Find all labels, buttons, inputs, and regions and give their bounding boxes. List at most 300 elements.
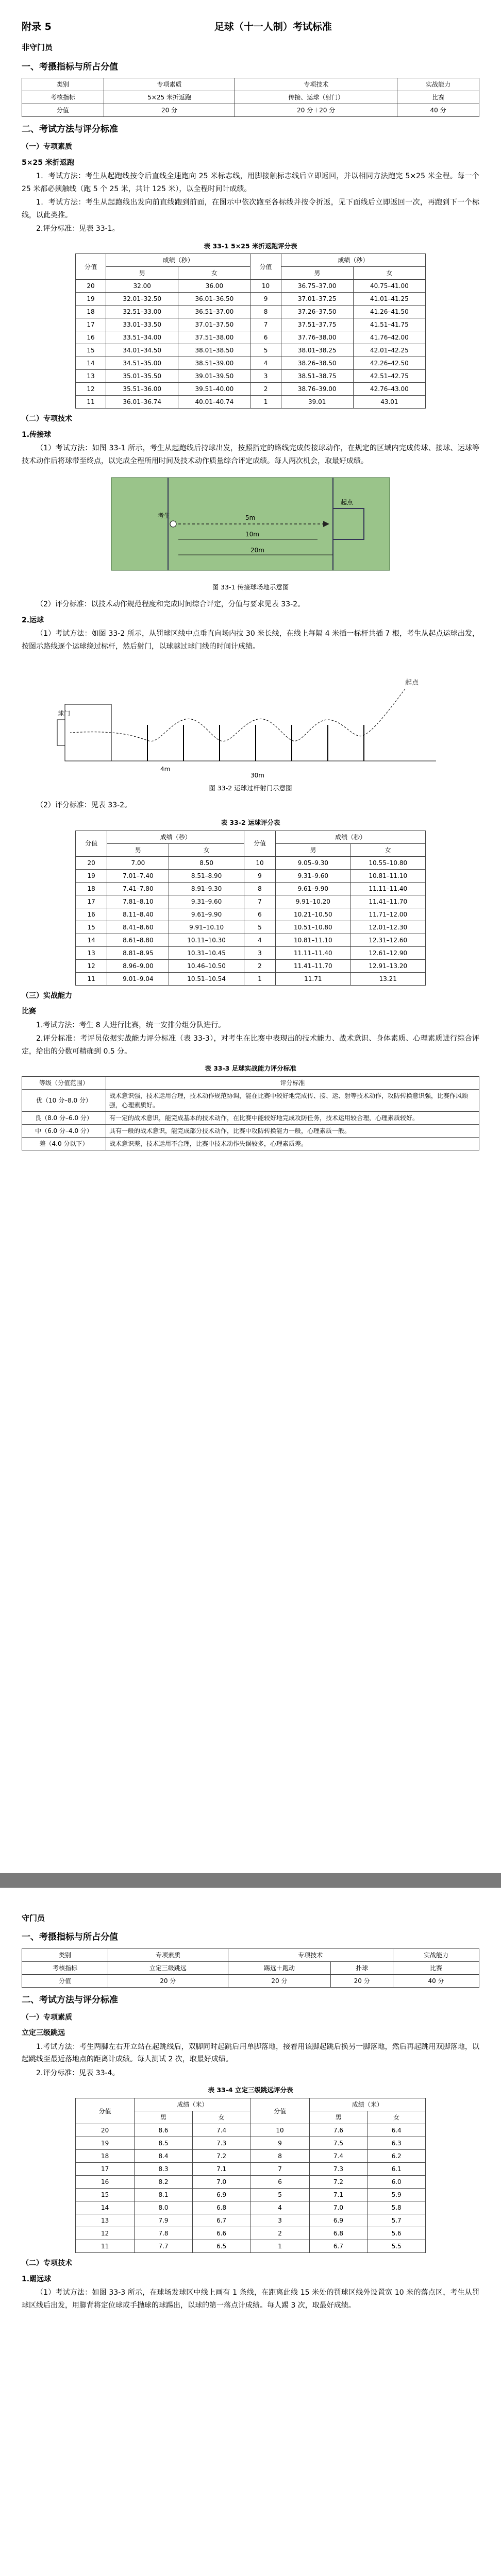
table-cell: 8.11–8.40 [107, 908, 169, 921]
table-cell: 3 [250, 2214, 309, 2227]
table-row [76, 934, 426, 946]
table-cell: 6.6 [192, 2227, 250, 2240]
subsection-title: （三）实战能力 [22, 991, 72, 1000]
table-cell: 1 [250, 2240, 309, 2253]
table-cell: 男 [276, 843, 350, 856]
table-cell: 6.9 [309, 2214, 368, 2227]
table-cell: 13 [76, 370, 106, 383]
table-cell: 分值 [244, 831, 275, 856]
table-cell: 41.51–41.75 [353, 318, 425, 331]
table-header-row [76, 831, 426, 843]
table-cell: 42.01–42.25 [353, 344, 425, 357]
paragraph: 1.考试方法：考生两脚左右开立站在起跳线后，双脚同时起跳后用单脚落地，接着用该脚起跳后换另一脚落地，然后再起跳用双脚落地，以起跳线至最近落地点的距离计成绩。每人测试 2 次，取最好成绩。 [22, 2042, 479, 2064]
table-cell: 19 [76, 293, 106, 306]
table-cell: 18 [76, 2150, 135, 2163]
table-cell: 6.4 [368, 2124, 426, 2137]
page-gap [0, 1873, 501, 1888]
paragraph: 1.考试方法：考生 8 人进行比赛，统一安排分组分队进行。 [36, 1021, 226, 1029]
table-cell: 8.96–9.00 [107, 959, 169, 972]
table-header-row [76, 2098, 426, 2111]
table-cell: 女 [353, 267, 425, 280]
table-caption: 表 33-4 立定三级跳远评分表 [208, 2086, 293, 2094]
paragraph: （2）评分标准：见表 33-2。 [36, 801, 132, 810]
table-row [22, 1137, 479, 1150]
table-cell: 13 [76, 946, 107, 959]
table-cell: 成绩（秒） [276, 831, 426, 843]
item-title: 立定三级跳远 [22, 2029, 65, 2038]
table-cell: 专项素质 [104, 78, 235, 91]
table-cell: 5.9 [368, 2189, 426, 2201]
table-row [76, 946, 426, 959]
item-title: 5×25 米折返跑 [22, 158, 74, 167]
table-cell: 成绩（米） [135, 2098, 250, 2111]
diagram-label: 起点 [405, 679, 419, 687]
table-cell: 18 [76, 882, 107, 895]
table-cell: 6 [244, 908, 275, 921]
table-cell: 踢远＋跑动 [228, 1962, 331, 1975]
table-cell: 33.51–34.00 [106, 331, 178, 344]
table-cell: 10.31–10.45 [169, 946, 244, 959]
table-cell: 8.91–9.30 [169, 882, 244, 895]
table-cell: 9.31–9.60 [169, 895, 244, 908]
table-cell: 类别 [22, 78, 104, 91]
table-cell: 5.8 [368, 2201, 426, 2214]
table-cell: 11.71 [276, 972, 350, 985]
goal [57, 720, 65, 745]
table-cell: 9.61–9.90 [169, 908, 244, 921]
table-cell: 7.01–7.40 [107, 869, 169, 882]
table-cell: 16 [76, 331, 106, 344]
appendix-label: 附录 5 [22, 21, 52, 32]
score-table-5x25 [75, 253, 426, 409]
table-row [22, 78, 479, 91]
table-cell: 6.1 [368, 2163, 426, 2176]
table-cell: 7.9 [135, 2214, 193, 2227]
table-cell: 7.8 [135, 2227, 193, 2240]
table-cell: 分值 [250, 2098, 309, 2124]
table-row [76, 882, 426, 895]
table-cell: 8 [244, 882, 275, 895]
table-cell: 8.2 [135, 2176, 193, 2189]
table-cell: 9.61–9.90 [276, 882, 350, 895]
table-cell: 7 [250, 318, 281, 331]
table-cell: 女 [169, 843, 244, 856]
table-cell: 20 分 [228, 1975, 331, 1988]
score-table-dribble [75, 831, 426, 986]
table-row [22, 1949, 479, 1962]
table-cell: 6.5 [192, 2240, 250, 2253]
table-cell: 38.01–38.50 [178, 344, 250, 357]
table-cell: 男 [106, 267, 178, 280]
table-cell: 11.41–11.70 [276, 959, 350, 972]
table-cell: 19 [76, 2137, 135, 2150]
table-cell: 14 [76, 357, 106, 370]
table-cell: 4 [250, 357, 281, 370]
table-cell: 5 [250, 344, 281, 357]
table-row [76, 921, 426, 934]
table-row [76, 2176, 426, 2189]
table-cell: 37.01–37.25 [281, 293, 353, 306]
table-cell: 考核指标 [22, 91, 104, 104]
table-cell: 实战能力 [393, 1949, 479, 1962]
table-row [76, 344, 426, 357]
page-header [22, 19, 479, 36]
table-cell: 42.76–43.00 [353, 383, 425, 396]
table-cell: 39.01–39.50 [178, 370, 250, 383]
table-row [76, 856, 426, 869]
table-cell: 分值 [22, 104, 104, 117]
table-cell: 5×25 米折返跑 [104, 91, 235, 104]
table-row [76, 357, 426, 370]
diagram-label: 10m [245, 531, 259, 538]
table-cell: 12.91–13.20 [350, 959, 425, 972]
player-marker [170, 521, 176, 527]
table-cell: 男 [309, 2111, 368, 2124]
diagram-label: 30m [250, 772, 264, 779]
table-cell: 10.46–10.50 [169, 959, 244, 972]
table-cell: 成绩（秒） [281, 254, 425, 267]
diagram-label: 起点 [341, 499, 354, 506]
table-cell: 16 [76, 908, 107, 921]
table-cell: 战术意识强，技术运用合理，技术动作规范协调，能在比赛中较好地完成传、接、运、射等技术动作，攻防转换意识强，比赛作风顽强，心理素质好。 [106, 1089, 479, 1111]
table-row [76, 2189, 426, 2201]
table-cell: 2 [244, 959, 275, 972]
table-cell: 7.2 [192, 2150, 250, 2163]
table-cell: 35.01–35.50 [106, 370, 178, 383]
table-cell: 10.11–10.30 [169, 934, 244, 946]
diagram-label: 球门 [58, 710, 71, 718]
table-cell: 38.51–39.00 [178, 357, 250, 370]
score-table [22, 78, 479, 117]
table-cell: 9.91–10.10 [169, 921, 244, 934]
table-cell: 20 分 [331, 1975, 393, 1988]
table-cell: 7.5 [309, 2137, 368, 2150]
table-cell: 6.2 [368, 2150, 426, 2163]
table-cell: 18 [76, 306, 106, 318]
item-title: 1.传接球 [22, 430, 52, 439]
table-cell: 9 [244, 869, 275, 882]
table-cell: 7.1 [192, 2163, 250, 2176]
table-cell: 19 [76, 869, 107, 882]
table-cell: 17 [76, 318, 106, 331]
table-cell: 11 [76, 396, 106, 409]
table-cell: 6.0 [368, 2176, 426, 2189]
table-cell: 40.01–40.74 [178, 396, 250, 409]
table-cell: 33.01–33.50 [106, 318, 178, 331]
table-cell: 32.51–33.00 [106, 306, 178, 318]
document-page-2 [0, 1888, 501, 2576]
table-cell: 11.11–11.40 [276, 946, 350, 959]
table-row [76, 318, 426, 331]
table-cell: 13.21 [350, 972, 425, 985]
table-cell: 7.0 [192, 2176, 250, 2189]
table-cell: 成绩（秒） [107, 831, 244, 843]
table-cell: 8.3 [135, 2163, 193, 2176]
table-cell: 34.01–34.50 [106, 344, 178, 357]
table-cell: 6 [250, 2176, 309, 2189]
table-caption: 表 33-2 运球评分表 [221, 818, 280, 826]
table-cell: 35.51–36.00 [106, 383, 178, 396]
table-cell: 5.7 [368, 2214, 426, 2227]
table-cell: 36.01–36.74 [106, 396, 178, 409]
page-title: 足球（十一人制）考试标准 [214, 21, 332, 32]
item-title: 2.运球 [22, 616, 44, 624]
table-cell: 6.9 [192, 2189, 250, 2201]
table-row [22, 1975, 479, 1988]
table-cell: 女 [178, 267, 250, 280]
table-cell: 7.1 [309, 2189, 368, 2201]
diagram-label: 5m [245, 514, 256, 522]
paragraph: 2.评分标准：见表 33-4。 [36, 2069, 120, 2077]
section-title: 二、考试方法与评分标准 [22, 124, 118, 135]
table-cell: 42.51–42.75 [353, 370, 425, 383]
table-cell: 分值 [22, 1975, 108, 1988]
table-cell: 36.75–37.00 [281, 280, 353, 293]
table-row [76, 331, 426, 344]
table-cell: 20 分 [104, 104, 235, 117]
table-row [76, 383, 426, 396]
table-cell: 7.00 [107, 856, 169, 869]
dribble-diagram [55, 658, 446, 782]
table-cell: 9.01–9.04 [107, 972, 169, 985]
table-cell: 36.00 [178, 280, 250, 293]
table-cell: 9 [250, 293, 281, 306]
table-cell: 2 [250, 2227, 309, 2240]
table-cell: 15 [76, 2189, 135, 2201]
score-table [22, 1948, 479, 1988]
table-cell: 20 分＋20 分 [235, 104, 397, 117]
table-cell: 女 [368, 2111, 426, 2124]
table-cell: 7.41–7.80 [107, 882, 169, 895]
table-cell: 11.41–11.70 [350, 895, 425, 908]
table-row [76, 2150, 426, 2163]
table-cell: 类别 [22, 1949, 108, 1962]
table-cell: 43.01 [353, 396, 425, 409]
table-cell: 37.76–38.00 [281, 331, 353, 344]
pass-field-diagram [106, 472, 395, 581]
table-cell: 11 [76, 2240, 135, 2253]
table-cell: 8.6 [135, 2124, 193, 2137]
table-cell: 13 [76, 2214, 135, 2227]
table-row [22, 1962, 479, 1975]
table-cell: 37.51–37.75 [281, 318, 353, 331]
table-cell: 41.01–41.25 [353, 293, 425, 306]
table-cell: 12 [76, 959, 107, 972]
table-cell: 实战能力 [397, 78, 479, 91]
table-cell: 4 [244, 934, 275, 946]
table-cell: 38.26–38.50 [281, 357, 353, 370]
table-cell: 等级（分值范围） [22, 1076, 106, 1089]
table-cell: 扑球 [331, 1962, 393, 1975]
table-cell: 有一定的战术意识，能完成基本的技术动作，在比赛中能较好地完成攻防任务，技术运用较合理，心理素质较好。 [106, 1111, 479, 1124]
table-cell: 8 [250, 306, 281, 318]
table-cell: 立定三级跳远 [108, 1962, 228, 1975]
table-cell: 36.51–37.00 [178, 306, 250, 318]
diagram-label: 4m [160, 766, 171, 773]
table-row [76, 2214, 426, 2227]
table-cell: 40 分 [393, 1975, 479, 1988]
table-cell: 7.81–8.10 [107, 895, 169, 908]
table-row [22, 91, 479, 104]
table-cell: 42.26–42.50 [353, 357, 425, 370]
table-row [22, 104, 479, 117]
table-cell: 37.01–37.50 [178, 318, 250, 331]
table-row [76, 293, 426, 306]
section-title: 二、考试方法与评分标准 [22, 1995, 118, 2005]
table-cell: 优（10 分–8.0 分） [22, 1089, 106, 1111]
table-cell: 41.76–42.00 [353, 331, 425, 344]
table-cell: 男 [135, 2111, 193, 2124]
table-header-row [76, 254, 426, 267]
subsection-title: （二）专项技术 [22, 415, 72, 423]
table-cell: 7.4 [309, 2150, 368, 2163]
table-cell: 7.4 [192, 2124, 250, 2137]
score-table-jump [75, 2098, 426, 2253]
table-row [76, 370, 426, 383]
section-heading: 守门员 [22, 1913, 45, 1923]
table-cell: 10.51–10.80 [276, 921, 350, 934]
table-cell: 比赛 [393, 1962, 479, 1975]
figure-caption: 图 33-2 运球过杆射门示意图 [209, 784, 292, 792]
table-cell: 差（4.0 分以下） [22, 1137, 106, 1150]
table-cell: 5.6 [368, 2227, 426, 2240]
table-cell: 6.8 [192, 2201, 250, 2214]
table-cell: 5 [250, 2189, 309, 2201]
table-cell: 7.0 [309, 2201, 368, 2214]
table-cell: 10.51–10.54 [169, 972, 244, 985]
table-cell: 7.2 [309, 2176, 368, 2189]
table-cell: 7 [250, 2163, 309, 2176]
table-cell: 12.61–12.90 [350, 946, 425, 959]
table-cell: 专项技术 [228, 1949, 393, 1962]
table-cell: 37.51–38.00 [178, 331, 250, 344]
table-cell: 评分标准 [106, 1076, 479, 1089]
table-cell: 专项技术 [235, 78, 397, 91]
table-cell: 40.75–41.00 [353, 280, 425, 293]
table-cell: 女 [350, 843, 425, 856]
table-cell: 8.1 [135, 2189, 193, 2201]
table-cell: 分值 [76, 2098, 135, 2124]
table-row [22, 1089, 479, 1111]
table-row [76, 2163, 426, 2176]
table-cell: 成绩（米） [309, 2098, 425, 2111]
table-cell: 中（6.0 分–4.0 分） [22, 1124, 106, 1137]
table-cell: 分值 [250, 254, 281, 280]
table-cell: 9.31–9.60 [276, 869, 350, 882]
dribble-path [70, 689, 405, 741]
table-cell: 8.4 [135, 2150, 193, 2163]
section-title: 一、考摄指标与所占分值 [22, 1932, 118, 1943]
table-cell: 17 [76, 895, 107, 908]
table-cell: 10.81–11.10 [350, 869, 425, 882]
table-cell: 40 分 [397, 104, 479, 117]
table-cell: 3 [250, 370, 281, 383]
table-row [76, 280, 426, 293]
table-row [76, 895, 426, 908]
table-cell: 34.51–35.00 [106, 357, 178, 370]
subsection-title: （二）专项技术 [22, 2259, 72, 2268]
table-cell: 12.31–12.60 [350, 934, 425, 946]
table-cell: 38.51–38.75 [281, 370, 353, 383]
table-cell: 7.3 [309, 2163, 368, 2176]
table-cell: 女 [192, 2111, 250, 2124]
table-cell: 比赛 [397, 91, 479, 104]
table-header-row [22, 1076, 479, 1089]
table-cell: 8.51–8.90 [169, 869, 244, 882]
table-cell: 成绩（秒） [106, 254, 250, 267]
table-cell: 14 [76, 2201, 135, 2214]
table-cell: 5 [244, 921, 275, 934]
table-row [22, 1124, 479, 1137]
pole-group [147, 725, 364, 761]
table-cell: 8.41–8.60 [107, 921, 169, 934]
table-cell: 38.01–38.25 [281, 344, 353, 357]
table-caption: 表 33-1 5×25 米折返跑评分表 [204, 242, 297, 250]
item-title: 1.踢远球 [22, 2275, 52, 2283]
table-cell: 9.91–10.20 [276, 895, 350, 908]
table-cell: 20 分 [108, 1975, 228, 1988]
section-heading: 非守门员 [22, 43, 53, 53]
table-row [76, 2201, 426, 2214]
table-row [76, 2124, 426, 2137]
table-cell: 32.00 [106, 280, 178, 293]
table-cell: 考核指标 [22, 1962, 108, 1975]
table-cell: 10.81–11.10 [276, 934, 350, 946]
table-caption: 表 33-3 足球实战能力评分标准 [205, 1064, 296, 1072]
table-cell: 16 [76, 2176, 135, 2189]
paragraph: 1．考试方法：考生从起跑线出发向前直线跑到前面，在图示中依次跑至各标线并按令折返，见下面线后立即返回一次，再跑到下一个标线，以此类推。 [22, 198, 479, 219]
table-cell: 11.11–11.40 [350, 882, 425, 895]
table-cell: 6.7 [192, 2214, 250, 2227]
table-cell: 39.01 [281, 396, 353, 409]
table-cell: 具有一般的战术意识，能完成部分技术动作，比赛中攻防转换能力一般，心理素质一般。 [106, 1124, 479, 1137]
table-cell: 6.3 [368, 2137, 426, 2150]
subsection-title: （一）专项素质 [22, 2013, 72, 2022]
table-cell: 7 [244, 895, 275, 908]
table-cell: 分值 [76, 254, 106, 280]
table-row [22, 1111, 479, 1124]
table-cell: 32.01–32.50 [106, 293, 178, 306]
table-cell: 8.5 [135, 2137, 193, 2150]
table-row [76, 2227, 426, 2240]
table-cell: 38.76–39.00 [281, 383, 353, 396]
table-cell: 10.21–10.50 [276, 908, 350, 921]
table-row [76, 396, 426, 409]
table-cell: 10 [244, 856, 275, 869]
table-cell: 7.7 [135, 2240, 193, 2253]
table-cell: 8 [250, 2150, 309, 2163]
table-cell: 6.7 [309, 2240, 368, 2253]
table-cell: 男 [107, 843, 169, 856]
table-cell: 15 [76, 921, 107, 934]
table-cell: 战术意识差，技术运用不合理，比赛中技术动作失误较多，心理素质差。 [106, 1137, 479, 1150]
table-cell: 39.51–40.00 [178, 383, 250, 396]
table-row [76, 2137, 426, 2150]
table-cell: 5.5 [368, 2240, 426, 2253]
table-cell: 20 [76, 2124, 135, 2137]
penalty-box [65, 704, 111, 761]
table-row [76, 908, 426, 921]
table-cell: 20 [76, 856, 107, 869]
table-cell: 17 [76, 2163, 135, 2176]
diagram-label: 20m [250, 547, 264, 554]
table-cell: 7.3 [192, 2137, 250, 2150]
table-row [76, 2240, 426, 2253]
table-cell: 1 [244, 972, 275, 985]
table-cell: 11 [76, 972, 107, 985]
table-row [76, 959, 426, 972]
paragraph: 1．考试方法：考生从起跑线按令后直线全速跑向 25 米标志线，用脚接触标志线后立即返回，并以相同方法跑完 5×25 米全程。每一个 25 米都必须触线（跑 5 个 25 米，共计 125 米），以全程时间计成绩。 [22, 172, 479, 193]
